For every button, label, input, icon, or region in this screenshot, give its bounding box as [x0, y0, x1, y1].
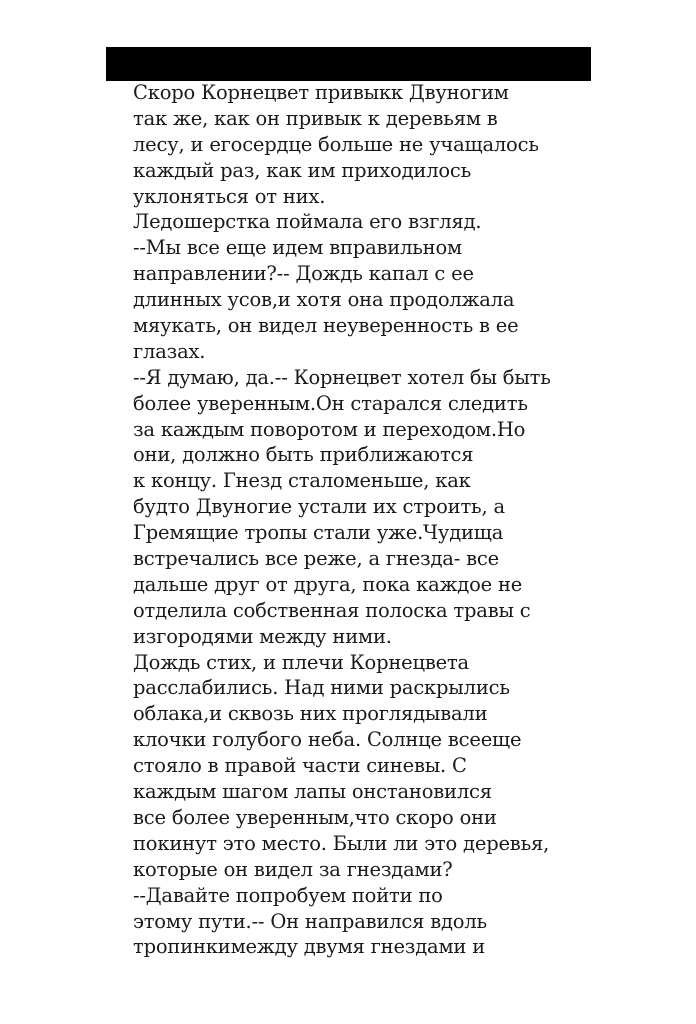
redaction-bar [106, 47, 591, 81]
text-line: тропинкимежду двумя гнездами и [133, 935, 486, 959]
text-line: отделила собственная полоска травы с [133, 598, 531, 622]
text-line: все более уверенным,что скоро они [133, 805, 497, 829]
text-line: --Давайте попробуем пойти по [133, 883, 443, 907]
text-line: глазах. [133, 339, 206, 363]
text-line: которые он видел за гнездами? [133, 857, 453, 881]
text-line: клочки голубого неба. Солнце всееще [133, 728, 522, 752]
text-line: --Мы все еще идем вправильном [133, 236, 462, 260]
text-line: Ледошерстка поймала его взгляд. [133, 210, 482, 234]
text-line: длинных усов,и хотя она продолжала [133, 288, 515, 312]
text-line: более уверенным.Он старался следить [133, 391, 528, 415]
text-line: лесу, и егосердце больше не учащалось [133, 132, 539, 156]
text-line: Дождь стих, и плечи Корнецвета [133, 650, 469, 674]
story-text [133, 80, 603, 960]
text-line: этому пути.-- Он направился вдоль [133, 909, 487, 933]
text-line: будто Двуногие устали их строить, а [133, 495, 505, 519]
text-line: Скоро Корнецвет привыкк Двуногим [133, 81, 509, 104]
text-line: стояло в правой части синевы. С [133, 754, 467, 778]
text-line: расслабились. Над ними раскрылись [133, 676, 510, 700]
text-line: мяукать, он видел неуверенность в ее [133, 314, 519, 338]
text-line: за каждым поворотом и переходом.Но [133, 417, 526, 441]
text-line: дальше друг от друга, пока каждое не [133, 572, 523, 596]
text-line: покинут это место. Были ли это деревья, [133, 831, 550, 855]
text-line: Гремящие тропы стали уже.Чудища [133, 521, 504, 545]
text-line: к концу. Гнезд сталоменьше, как [133, 469, 471, 493]
text-line: --Я думаю, да.-- Корнецвет хотел бы быть [133, 365, 551, 389]
text-line: они, должно быть приближаются [133, 443, 474, 467]
text-line: так же, как он привык к деревьям в [133, 106, 498, 130]
text-line: встречались все реже, а гнезда- все [133, 547, 499, 571]
text-line: каждый раз, как им приходилось [133, 158, 472, 182]
text-line: облака,и сквозь них проглядывали [133, 702, 488, 726]
text-line: направлении?-- Дождь капал с ее [133, 262, 474, 286]
text-line: каждым шагом лапы онстановился [133, 780, 492, 804]
text-line: изгородями между ними. [133, 624, 392, 648]
text-line: уклоняться от них. [133, 184, 326, 208]
